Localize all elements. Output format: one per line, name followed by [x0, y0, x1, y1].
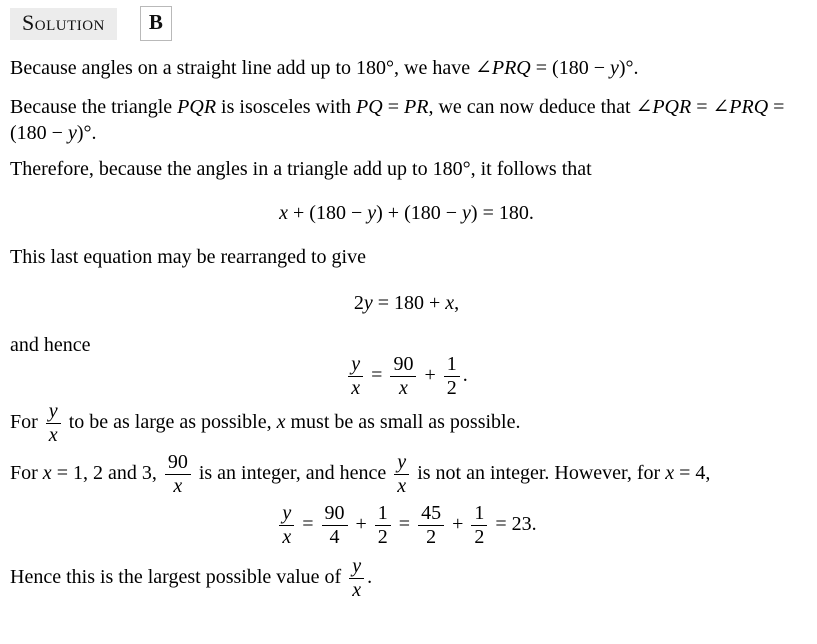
equation-rearranged [10, 290, 803, 316]
solution-label: Solution [10, 8, 117, 40]
fraction-denominator: x [282, 526, 292, 548]
paragraph-triangle-sum [10, 156, 803, 182]
math-operator: = (180 − [530, 57, 610, 79]
math-variable: PQR [652, 96, 692, 118]
math-variable: x [276, 411, 286, 434]
solution-header [10, 6, 803, 41]
fraction-numerator: 1 [375, 503, 391, 526]
angle-symbol: ∠ [635, 96, 653, 118]
paragraph-rearranged [10, 244, 803, 270]
text-run: and hence [10, 334, 91, 356]
fraction-numerator: y [279, 503, 294, 526]
fraction-y-over-x [279, 503, 294, 548]
math-variable: PQR [177, 96, 217, 118]
math-operator: + [350, 513, 372, 536]
fraction-y-over-x [394, 452, 409, 497]
math-operator: = 23. [490, 513, 537, 536]
fraction-y-over-x [349, 556, 364, 601]
math-variable: y [609, 57, 619, 79]
fraction-numerator: y [349, 556, 364, 579]
math-variable: PRQ [729, 96, 769, 118]
math-operator: = 180 + [372, 292, 446, 314]
math-operator: , [454, 292, 460, 314]
math-variable: y [363, 292, 373, 314]
fraction-1-over-2 [471, 503, 487, 548]
equation-final-value [10, 503, 803, 548]
text-run: Hence this is the largest possible value of [10, 566, 347, 589]
fraction-numerator: 1 [444, 354, 460, 377]
angle-symbol: ∠ [475, 57, 492, 79]
math-operator: = [297, 513, 319, 536]
fraction-numerator: y [394, 452, 409, 475]
fraction-y-over-x [348, 354, 363, 399]
fraction-denominator: 2 [474, 526, 485, 548]
equation-y-over-x [10, 354, 803, 399]
fraction-numerator: 90 [322, 503, 348, 526]
math-number: 2 [353, 292, 364, 314]
math-variable: x [42, 462, 52, 485]
math-operator: + [447, 513, 469, 536]
math-operator: (180 − [10, 122, 68, 144]
text-run: For [10, 411, 43, 434]
text-run: , we can now deduce that [428, 96, 636, 118]
fraction-denominator: x [48, 424, 58, 446]
fraction-numerator: y [348, 354, 363, 377]
text-run: For [10, 462, 43, 485]
math-variable: x [445, 292, 455, 314]
fraction-denominator: 2 [446, 377, 457, 399]
paragraph-conclusion [10, 556, 803, 601]
fraction-denominator: x [352, 579, 362, 601]
fraction-1-over-2 [444, 354, 460, 399]
text-run: Therefore, because the angles in a triangle add up to 180°, it follows that [10, 158, 592, 180]
fraction-45-over-2 [418, 503, 444, 548]
math-operator: = [393, 513, 416, 536]
math-operator: + (180 − [288, 202, 368, 224]
math-operator: ) = 180. [470, 202, 534, 224]
math-variable: x [279, 202, 289, 224]
fraction-numerator: 45 [418, 503, 444, 526]
paragraph-integer-cases [10, 452, 803, 497]
fraction-denominator: x [351, 377, 361, 399]
math-operator: = ∠ [691, 96, 730, 118]
paragraph-largest-smallest [10, 401, 803, 446]
math-operator: )°. [618, 57, 639, 79]
text-run: This last equation may be rearranged to give [10, 246, 366, 268]
math-operator: = [366, 364, 388, 387]
text-run: is an integer, and hence [193, 462, 392, 485]
text-run: must be as small as possible. [285, 411, 521, 434]
fraction-90-over-x [165, 452, 191, 497]
fraction-denominator: x [398, 377, 408, 399]
text-run: Because the triangle [10, 96, 178, 118]
math-operator: = [382, 96, 404, 118]
text-run: is not an integer. However, for [412, 462, 666, 485]
text-run: is isosceles with [216, 96, 357, 118]
math-operator: . [462, 364, 468, 387]
paragraph-isosceles [10, 94, 803, 146]
math-operator: = [768, 96, 785, 118]
math-operator: ) + (180 − [376, 202, 463, 224]
fraction-90-over-x [390, 354, 416, 399]
math-operator: )°. [76, 122, 97, 144]
fraction-numerator: y [46, 401, 61, 424]
fraction-numerator: 90 [390, 354, 416, 377]
math-variable: y [67, 122, 77, 144]
text-run: to be as large as possible, [63, 411, 277, 434]
fraction-denominator: 4 [329, 526, 340, 548]
math-variable: PR [404, 96, 429, 118]
fraction-numerator: 90 [165, 452, 191, 475]
fraction-denominator: 2 [377, 526, 388, 548]
fraction-90-over-4 [322, 503, 348, 548]
fraction-denominator: 2 [426, 526, 437, 548]
text-run: . [367, 566, 373, 589]
text-run: Because angles on a straight line add up to 180°, we have [10, 57, 476, 79]
math-variable: PRQ [491, 57, 531, 79]
math-operator: = 4, [674, 462, 711, 485]
fraction-numerator: 1 [471, 503, 487, 526]
answer-choice-badge: B [140, 6, 172, 41]
math-variable: y [462, 202, 471, 224]
math-variable: x [665, 462, 675, 485]
fraction-denominator: x [173, 475, 183, 497]
fraction-denominator: x [397, 475, 407, 497]
paragraph-straight-line [10, 55, 803, 81]
equation-angle-sum [10, 200, 803, 226]
math-variable: y [367, 202, 377, 224]
math-operator: = 1, 2 and 3, [51, 462, 162, 485]
fraction-y-over-x [46, 401, 61, 446]
fraction-1-over-2 [375, 503, 391, 548]
math-operator: + [419, 364, 441, 387]
math-variable: PQ [356, 96, 383, 118]
